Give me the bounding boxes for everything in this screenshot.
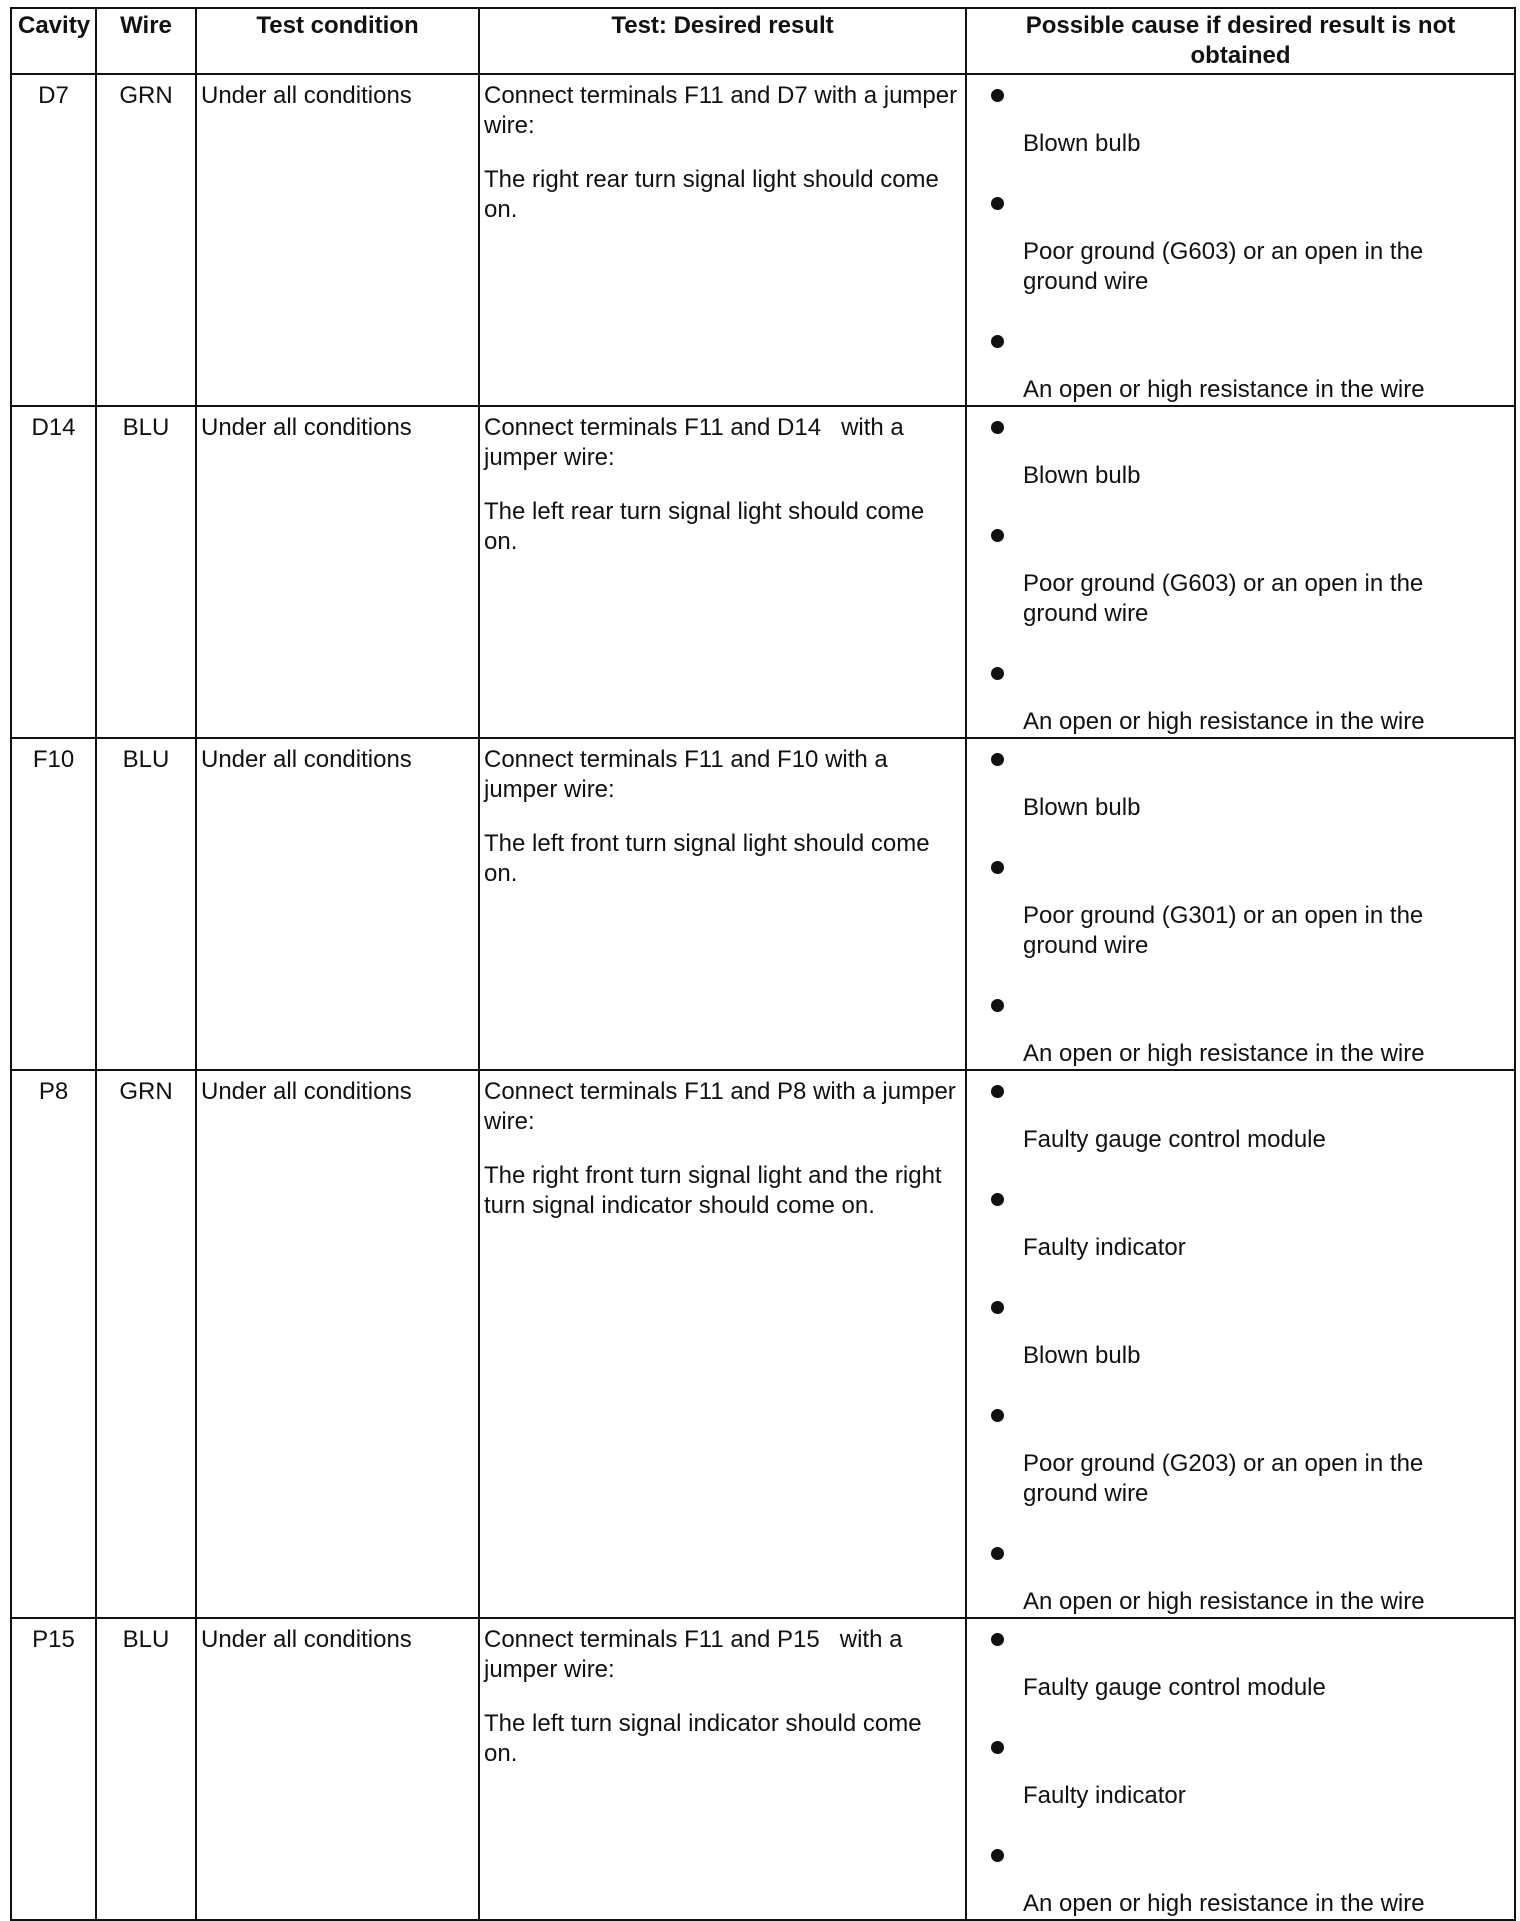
table-row (11, 74, 1515, 406)
result-cell (479, 1618, 966, 1920)
cause-list (971, 745, 1510, 1069)
cause-text: An open or high resistance in the wire (1023, 1588, 1425, 1615)
bullet-icon (991, 1849, 1004, 1862)
cause-list (971, 413, 1510, 737)
test-instruction: Connect terminals F11 and P8 with a jumper wire: (484, 1078, 956, 1135)
header-possible-cause: Possible cause if desired result is not obtained (966, 8, 1515, 74)
cause-item (971, 81, 1510, 159)
condition-cell: Under all conditions (196, 74, 479, 406)
cause-text: Poor ground (G603) or an open in the ground wire (1023, 238, 1424, 295)
cause-item (971, 745, 1510, 823)
result-cell (479, 738, 966, 1070)
cause-item (971, 1733, 1510, 1811)
bullet-icon (991, 197, 1004, 210)
cause-item (971, 1077, 1510, 1155)
cause-item (971, 189, 1510, 297)
cause-item (971, 1293, 1510, 1371)
bullet-icon (991, 667, 1004, 680)
header-cavity: Cavity (11, 8, 96, 74)
expected-result: The right rear turn signal light should come on. (484, 166, 939, 223)
cause-item (971, 1185, 1510, 1263)
cavity-cell: D7 (11, 74, 96, 406)
header-desired-result: Test: Desired result (479, 8, 966, 74)
cause-item (971, 1539, 1510, 1617)
wire-cell: BLU (96, 406, 196, 738)
cavity-cell: D14 (11, 406, 96, 738)
cause-text: An open or high resistance in the wire (1023, 1040, 1425, 1067)
cause-list (971, 81, 1510, 405)
table-row (11, 1618, 1515, 1920)
wire-cell: BLU (96, 1618, 196, 1920)
bullet-icon (991, 529, 1004, 542)
cause-list (971, 1625, 1510, 1919)
causes-cell (966, 1618, 1515, 1920)
cause-text: Poor ground (G603) or an open in the ground wire (1023, 570, 1424, 627)
cause-text: Blown bulb (1023, 794, 1141, 821)
bullet-icon (991, 1547, 1004, 1560)
causes-cell (966, 406, 1515, 738)
wire-cell: GRN (96, 74, 196, 406)
bullet-icon (991, 1193, 1004, 1206)
test-instruction: Connect terminals F11 and P15 with a jumper wire: (484, 1626, 910, 1683)
cause-text: Faulty gauge control module (1023, 1126, 1326, 1153)
bullet-icon (991, 1301, 1004, 1314)
cause-text: Blown bulb (1023, 462, 1141, 489)
bullet-icon (991, 335, 1004, 348)
cause-item (971, 659, 1510, 737)
wire-cell: BLU (96, 738, 196, 1070)
causes-cell (966, 1070, 1515, 1618)
cause-item (971, 1401, 1510, 1509)
cause-text: Faulty indicator (1023, 1234, 1186, 1261)
bullet-icon (991, 1741, 1004, 1754)
cavity-cell: F10 (11, 738, 96, 1070)
table-row (11, 406, 1515, 738)
wire-cell: GRN (96, 1070, 196, 1618)
cause-text: An open or high resistance in the wire (1023, 1890, 1425, 1917)
cause-text: Faulty gauge control module (1023, 1674, 1326, 1701)
cause-text: An open or high resistance in the wire (1023, 708, 1425, 735)
cause-item (971, 413, 1510, 491)
cause-text: An open or high resistance in the wire (1023, 376, 1425, 403)
cause-item (971, 991, 1510, 1069)
cause-item (971, 1841, 1510, 1919)
cause-list (971, 1077, 1510, 1617)
test-instruction: Connect terminals F11 and D14 with a jumper wire: (484, 414, 911, 471)
bullet-icon (991, 89, 1004, 102)
condition-cell: Under all conditions (196, 1070, 479, 1618)
header-wire: Wire (96, 8, 196, 74)
table-row (11, 1070, 1515, 1618)
cause-item (971, 521, 1510, 629)
bullet-icon (991, 1085, 1004, 1098)
bullet-icon (991, 421, 1004, 434)
result-cell (479, 1070, 966, 1618)
expected-result: The left front turn signal light should come on. (484, 830, 930, 887)
causes-cell (966, 738, 1515, 1070)
cavity-cell: P8 (11, 1070, 96, 1618)
test-instruction: Connect terminals F11 and D7 with a jumper wire: (484, 82, 958, 139)
cause-text: Blown bulb (1023, 1342, 1141, 1369)
table-row (11, 738, 1515, 1070)
condition-cell: Under all conditions (196, 738, 479, 1070)
condition-cell: Under all conditions (196, 1618, 479, 1920)
causes-cell (966, 74, 1515, 406)
test-instruction: Connect terminals F11 and F10 with a jumper wire: (484, 746, 888, 803)
cause-item (971, 327, 1510, 405)
bullet-icon (991, 1633, 1004, 1646)
expected-result: The left turn signal indicator should come on. (484, 1710, 922, 1767)
cause-text: Blown bulb (1023, 130, 1141, 157)
cavity-cell: P15 (11, 1618, 96, 1920)
bullet-icon (991, 999, 1004, 1012)
bullet-icon (991, 861, 1004, 874)
header-test-condition: Test condition (196, 8, 479, 74)
bullet-icon (991, 753, 1004, 766)
cause-text: Poor ground (G301) or an open in the ground wire (1023, 902, 1424, 959)
diagnostic-table (10, 7, 1516, 1921)
result-cell (479, 406, 966, 738)
bullet-icon (991, 1409, 1004, 1422)
result-cell (479, 74, 966, 406)
cause-item (971, 1625, 1510, 1703)
cause-text: Faulty indicator (1023, 1782, 1186, 1809)
expected-result: The left rear turn signal light should come on. (484, 498, 925, 555)
header-row (11, 8, 1515, 74)
expected-result: The right front turn signal light and the right turn signal indicator should come on. (484, 1162, 942, 1219)
cause-text: Poor ground (G203) or an open in the ground wire (1023, 1450, 1424, 1507)
cause-item (971, 853, 1510, 961)
condition-cell: Under all conditions (196, 406, 479, 738)
